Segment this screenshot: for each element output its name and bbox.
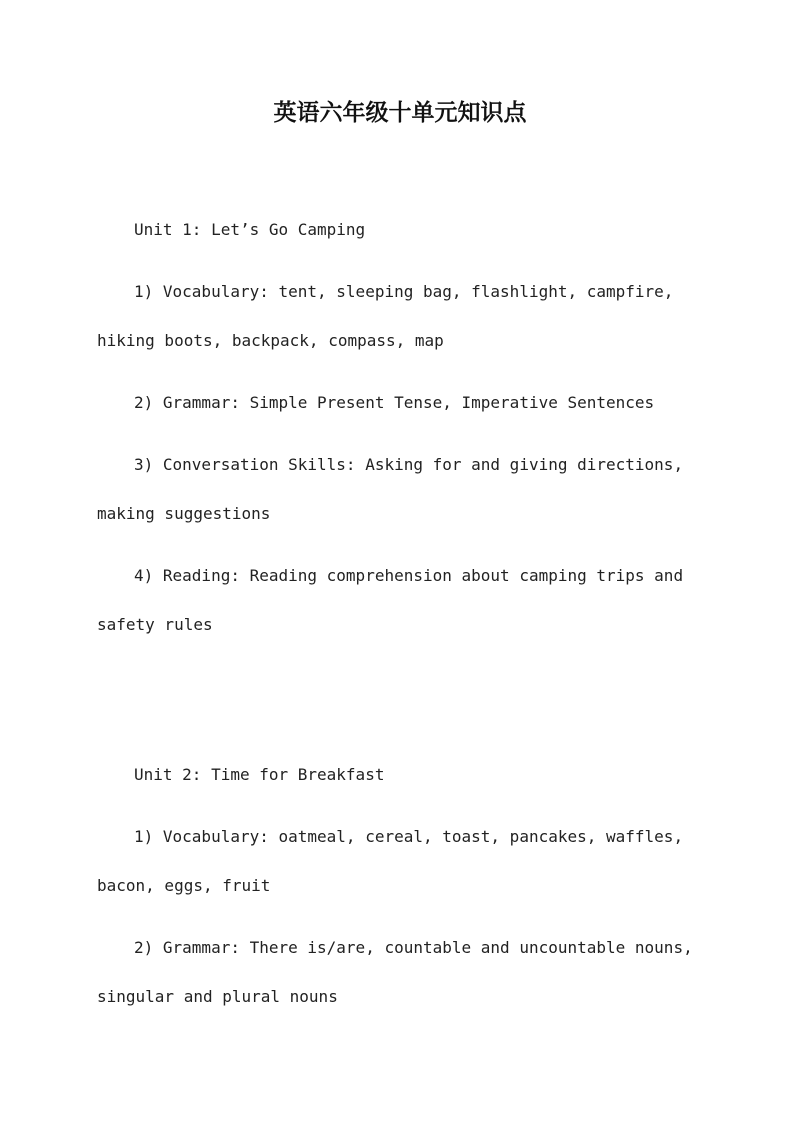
unit-2-item-1-line-1: 1) Vocabulary: oatmeal, cereal, toast, pancakes, waffles, [134, 827, 684, 846]
unit-2-heading: Unit 2: Time for Breakfast [134, 765, 385, 784]
unit-1-item-2-line-1: 2) Grammar: Simple Present Tense, Imperative Sentences [134, 393, 655, 412]
unit-2-item-2-line-2: singular and plural nouns [97, 987, 338, 1006]
unit-1-item-3-line-1: 3) Conversation Skills: Asking for and giving directions, [134, 455, 684, 474]
unit-1-heading: Unit 1: Let’s Go Camping [134, 220, 366, 239]
unit-1-item-4-line-1: 4) Reading: Reading comprehension about camping trips and [134, 566, 684, 585]
unit-2-item-1-line-2: bacon, eggs, fruit [97, 876, 271, 895]
unit-1-item-1-line-1: 1) Vocabulary: tent, sleeping bag, flashlight, campfire, [134, 282, 674, 301]
unit-2-item-2-line-1: 2) Grammar: There is/are, countable and uncountable nouns, [134, 938, 693, 957]
unit-1-item-4-line-2: safety rules [97, 615, 213, 634]
unit-1-item-3-line-2: making suggestions [97, 504, 271, 523]
unit-1-item-1-line-2: hiking boots, backpack, compass, map [97, 331, 444, 350]
page-title: 英语六年级十单元知识点 [273, 99, 527, 126]
